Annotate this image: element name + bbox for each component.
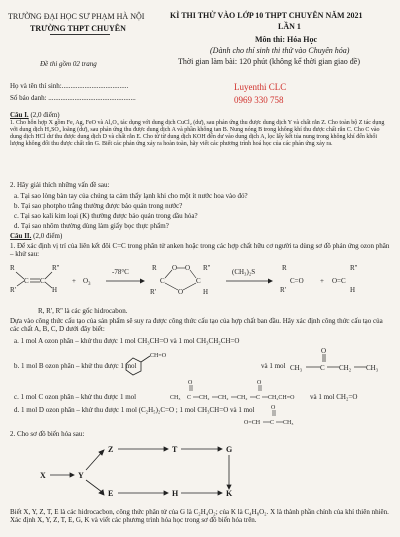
svg-text:O: O [271, 405, 276, 411]
watermark-title: Luyenthi CLC [234, 82, 287, 92]
svg-text:H: H [350, 286, 356, 294]
svg-text:CH₃: CH₃ [170, 395, 181, 401]
rxn-condition-2: (CH₃)₂S [232, 268, 256, 276]
node-h: H [172, 489, 179, 498]
exam-time: Thời gian làm bài: 120 phút (không kể thời gian giao đề) [178, 57, 360, 66]
q2-item-c: c. 1 mol C ozon phân – khử thu được 1 mol [14, 393, 137, 401]
svg-text:R': R' [150, 288, 156, 296]
svg-text:C: C [24, 277, 29, 285]
q1-item-c: c. Tại sao kali kim loại (K) thường được bảo quản trong dầu hỏa? [14, 212, 198, 220]
structure-butanone [290, 346, 400, 380]
svg-text:R': R' [10, 286, 16, 294]
q2-item-a: a. 1 mol A ozon phân – khử thu được 1 mol CH₃CH=O và 1 mol CH₃CH₂CH=O [14, 337, 240, 345]
svg-text:H: H [52, 286, 58, 294]
q2-note: Biết X, Y, Z, T, E là các hidrocacbon, công thức phân tử của G là C₂H₄O₂; của K là C₄H₈O₂. X là thành phần chính của khí thiên nhiên. Xác định X, Y, Z, T, E, G, K và viết các phương trình hóa học trong sơ đồ biến hóa trên. [10, 508, 389, 524]
ozonolysis-scheme [0, 258, 400, 306]
svg-text:C: C [40, 277, 45, 285]
candidate-id-line: Số báo danh: .................................................. [10, 94, 136, 102]
q1-title: Câu I. [10, 111, 29, 119]
school-sub-name: TRƯỜNG THPT CHUYÊN [30, 24, 126, 33]
r-groups-note: R, R', R'' là các gốc hidrocabon. [38, 307, 128, 315]
q2-title: Câu II. [10, 232, 32, 240]
q1-part1: 1. Cho hỗn hợp X gồm Fe, Ag, FeO và Al₂O₃ tác dụng với dung dịch CuCl₂ (dư), sau phản ứng thu được dung dịch Y và chất rắn Z. Cho toàn bộ Z tác dụng với dung dịch H₂SO₄ loãng (dư), sau phản ứng thu được dung dịch A và phần không tan B. Nung nóng B trong không khí thu được chất rắn C. Cho C vào dung dịch HCl dư thu được dung dịch D và chất rắn E. Cho từ từ dung dịch KOH đến dư vào dung dịch A, lọc lấy kết tủa nung trong không khí đến khối lượng không đổi thu được chất rắn G. Biết các phản ứng xảy ra hoàn toàn, hãy viết các phương trình hoá học của các phản ứng xảy ra. [10, 120, 385, 147]
school-underline [50, 34, 110, 35]
svg-text:CH=O: CH=O [150, 353, 167, 359]
svg-text:CH₃: CH₃ [283, 420, 294, 426]
svg-text:O: O [185, 264, 191, 272]
q2-item-c-and: và 1 mol CH₂=O [310, 393, 358, 401]
svg-text:+: + [72, 277, 76, 285]
svg-text:CH₃: CH₃ [366, 364, 379, 372]
exam-round: LẦN 1 [278, 22, 301, 31]
svg-text:R: R [10, 264, 15, 272]
svg-text:C: C [270, 420, 275, 426]
svg-text:O: O [178, 288, 184, 296]
svg-text:CH₂: CH₂ [237, 395, 248, 401]
svg-text:H: H [203, 288, 209, 296]
svg-text:CH₂: CH₂ [218, 395, 229, 401]
node-z: Z [108, 445, 114, 454]
svg-text:O=CH: O=CH [244, 420, 261, 426]
structure-ketoaldehyde-d [30, 404, 350, 428]
svg-text:O: O [257, 380, 262, 386]
svg-text:+: + [320, 277, 324, 285]
watermark-phone: 0969 330 758 [234, 95, 284, 105]
node-g: G [226, 445, 233, 454]
node-y: Y [78, 471, 84, 480]
q1-item-a: a. Tại sao lòng bàn tay của chúng ta cảm thấy lạnh khi cho một ít nước hoa vào đó? [14, 192, 248, 200]
svg-text:C: C [196, 277, 201, 285]
q1-part2: 2. Hãy giải thích những vấn đề sau: [10, 181, 110, 189]
candidate-name-line: Họ và tên thí sinh:...................................... [10, 82, 129, 90]
q2-points: (2,0 điểm) [33, 232, 63, 240]
q2-item-b-and: và 1 mol [261, 362, 286, 370]
svg-text:CH₂: CH₂ [339, 364, 352, 372]
svg-text:O: O [188, 380, 193, 386]
q2-heading [10, 232, 62, 240]
exam-audience: (Dành cho thí sinh thi thử vào Chuyên hóa) [210, 46, 350, 55]
svg-text:R'': R'' [52, 264, 60, 272]
q1-heading [10, 111, 60, 119]
svg-text:O=C: O=C [332, 277, 346, 285]
node-k: K [226, 489, 233, 498]
school-name: TRƯỜNG ĐẠI HỌC SƯ PHẠM HÀ NỘI [8, 12, 145, 21]
rxn-condition-1: -78°C [112, 268, 129, 276]
q1-item-b: b. Tại sao photpho trắng thường được bảo quản trong nước? [14, 202, 183, 210]
svg-text:CH₂CH=O: CH₂CH=O [268, 395, 295, 401]
svg-text:C: C [187, 395, 192, 401]
node-t: T [172, 445, 178, 454]
svg-text:3: 3 [88, 282, 91, 287]
structure-keto-aldehyde [170, 378, 310, 404]
q2-part1: 1. Để xác định vị trí của liên kết đôi C=C trong phân tử anken hoặc trong các hợp chất hữu cơ người ta dùng sơ đồ phản ứng ozon phân – khử sau: [10, 242, 390, 258]
q2-part2: 2. Cho sơ đồ biến hóa sau: [10, 430, 85, 438]
pages-note: Đề thi gồm 02 trang [40, 60, 97, 68]
node-e: E [108, 489, 114, 498]
svg-text:CH₂: CH₂ [199, 395, 210, 401]
svg-text:R'': R'' [203, 264, 211, 272]
svg-text:C: C [256, 395, 261, 401]
svg-text:O: O [321, 347, 327, 355]
exam-title: KÌ THI THỬ VÀO LỚP 10 THPT CHUYÊN NĂM 2021 [170, 11, 363, 20]
svg-text:R: R [282, 264, 287, 272]
svg-text:C: C [320, 364, 325, 372]
svg-text:R'': R'' [350, 264, 358, 272]
svg-text:O: O [83, 277, 89, 285]
exam-subject: Môn thi: Hóa Học [255, 35, 317, 44]
svg-text:O: O [172, 264, 178, 272]
transformation-scheme [0, 438, 400, 506]
svg-text:CH₃: CH₃ [290, 364, 303, 372]
q2-item-d: d. 1 mol D ozon phân – khử thu được 1 mol (C₂H₅)₂C=O ; 1 mol CH₃CH=O và 1 mol [14, 406, 255, 414]
svg-text:R: R [152, 264, 157, 272]
svg-text:C: C [160, 277, 165, 285]
q2-explain: Dựa vào công thức cấu tạo của sản phẩm sẽ suy ra được công thức cấu tạo của hợp chất ban đầu. Hãy xác định công thức cấu tạo của các chất A, B, C, D dưới đây biết: [10, 317, 383, 333]
svg-text:C=O: C=O [290, 277, 304, 285]
svg-text:R': R' [280, 286, 286, 294]
node-x: X [40, 471, 46, 480]
q1-points: (2,0 điểm) [30, 111, 60, 119]
q2-item-b: b. 1 mol B ozon phân – khử thu được 1 mol [14, 362, 137, 370]
q1-item-d: d. Tại sao nhôm thường dùng làm giấy bọc thực phẩm? [14, 222, 169, 230]
